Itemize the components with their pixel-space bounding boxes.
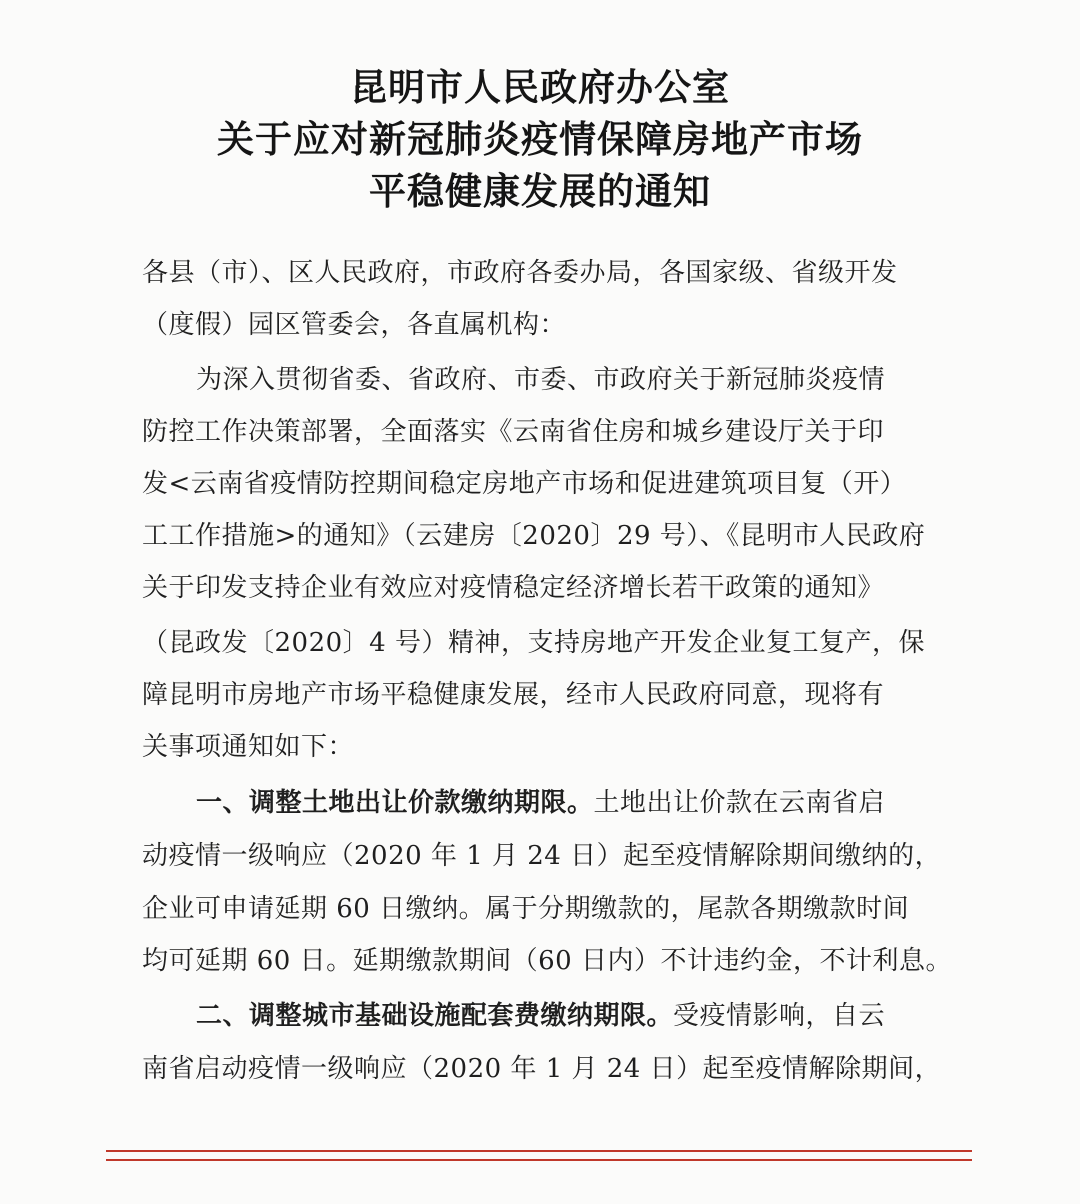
section-2-first-line — [196, 998, 942, 1034]
doc-title-line-2: 关于应对新冠肺炎疫情保障房地产市场 — [217, 118, 863, 161]
intro-line-6: （昆政发〔2020〕4 号）精神，支持房地产开发企业复工复产，保 — [142, 628, 925, 658]
intro-line-8: 关事项通知如下： — [142, 732, 355, 762]
section-2-heading: 二、调整城市基础设施配套费缴纳期限。 — [196, 1001, 674, 1031]
intro-line-4: 工工作措施>的通知》（云建房〔2020〕29 号）、《昆明市人民政府 — [142, 521, 926, 551]
doc-title-line-1: 昆明市人民政府办公室 — [350, 66, 730, 109]
intro-line-1: 为深入贯彻省委、省政府、市委、市政府关于新冠肺炎疫情 — [196, 365, 886, 395]
section-1-line-4: 均可延期 60 日。延期缴款期间（60 日内）不计违约金，不计利息。 — [142, 946, 952, 976]
footer-red-rule-top — [106, 1150, 972, 1152]
doc-title-line-3: 平稳健康发展的通知 — [369, 170, 711, 213]
intro-line-5: 关于印发支持企业有效应对疫情稳定经济增长若干政策的通知》 — [142, 573, 885, 603]
intro-line-3: 发<云南省疫情防控期间稳定房地产市场和促进建筑项目复（开） — [142, 469, 907, 499]
footer-red-rule-bottom — [106, 1159, 972, 1161]
section-1-first-line — [196, 785, 942, 821]
section-1-text-start: 土地出让价款在云南省启 — [593, 788, 886, 818]
section-2-line-2: 南省启动疫情一级响应（2020 年 1 月 24 日）起至疫情解除期间， — [142, 1054, 942, 1084]
addressee-line-2: （度假）园区管委会，各直属机构： — [142, 310, 567, 340]
section-2-text-start: 受疫情影响，自云 — [673, 1001, 886, 1031]
section-1-heading: 一、调整土地出让价款缴纳期限。 — [196, 788, 594, 818]
section-1-line-3: 企业可申请延期 60 日缴纳。属于分期缴款的，尾款各期缴款时间 — [142, 894, 910, 924]
intro-line-2: 防控工作决策部署，全面落实《云南省住房和城乡建设厅关于印 — [142, 417, 885, 447]
addressee-line-1: 各县（市）、区人民政府，市政府各委办局，各国家级、省级开发 — [142, 258, 898, 288]
section-1-line-2: 动疫情一级响应（2020 年 1 月 24 日）起至疫情解除期间缴纳的， — [142, 841, 942, 871]
intro-line-7: 障昆明市房地产市场平稳健康发展，经市人民政府同意，现将有 — [142, 680, 885, 710]
